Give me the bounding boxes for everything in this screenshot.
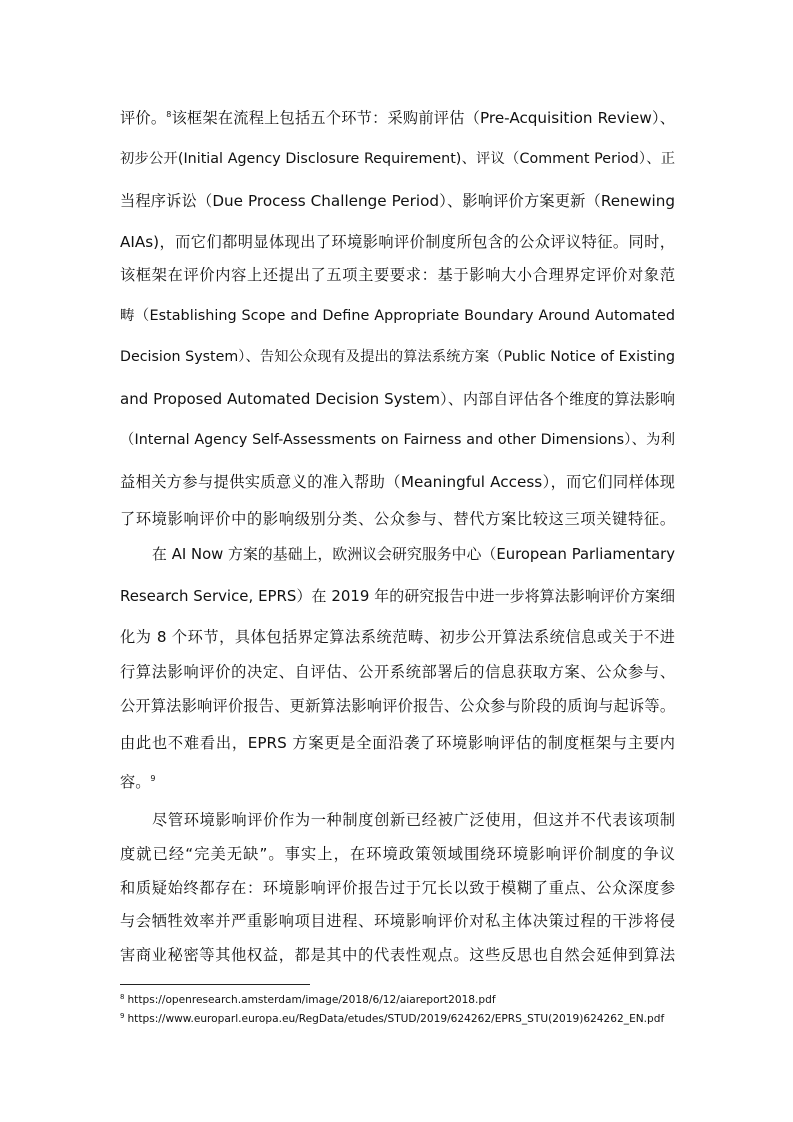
paragraph-1-line-9: （Internal Agency Self-Assessments on Fairness and other Dimensions）、为利: [120, 432, 675, 448]
paragraph-1-line-8: and Proposed Automated Decision System）、内部自评估各个维度的算法影响: [120, 390, 675, 408]
text-span: 该框架在流程上包括五个环节：采购前评估（Pre-Acquisition Review）、: [171, 109, 675, 127]
text-span: 评价。: [120, 109, 167, 127]
paragraph-2-line-2: Research Service, EPRS）在 2019 年的研究报告中进一步将算法影响评价方案细: [120, 587, 675, 605]
footnote-8: [120, 992, 496, 1008]
paragraph-2-line-1: 在 AI Now 方案的基础上，欧洲议会研究服务中心（European Parliamentary: [152, 546, 675, 563]
footnote-link[interactable]: https://www.europarl.europa.eu/RegData/etudes/STUD/2019/624262/EPRS_STU(2019)624262_EN.pdf: [127, 1013, 665, 1025]
footnote-link[interactable]: https://openresearch.amsterdam/image/2018/6/12/aiareport2018.pdf: [127, 994, 496, 1006]
paragraph-1-line-7: Decision System）、告知公众现有及提出的算法系统方案（Public Notice of Existing: [120, 349, 675, 365]
paragraph-1-line-4: AIAs)，而它们都明显体现出了环境影响评价制度所包含的公众评议特征。同时，: [120, 233, 675, 251]
paragraph-1-line-11: 了环境影响评价中的影响级别分类、公众参与、替代方案比较这三项关键特征。: [120, 510, 675, 528]
footnote-ref-8[interactable]: 8: [166, 110, 172, 119]
paragraph-1-line-3: 当程序诉讼（Due Process Challenge Period）、影响评价方案更新（Renewing: [120, 192, 675, 210]
paragraph-3-line-5: 害商业秘密等其他权益，都是其中的代表性观点。这些反思也自然会延伸到算法: [120, 946, 675, 964]
paragraph-3-line-1: 尽管环境影响评价作为一种制度创新已经被广泛使用，但这并不代表该项制: [152, 811, 675, 829]
footnote-ref-9[interactable]: 9: [150, 774, 156, 783]
footnote-9: [120, 1011, 664, 1027]
footnote-number: 9: [120, 1012, 125, 1020]
paragraph-2-line-6: 由此也不难看出，EPRS 方案更是全面沿袭了环境影响评估的制度框架与主要内: [120, 734, 675, 752]
footnote-separator: [120, 984, 310, 985]
paragraph-2-line-7: [120, 770, 675, 794]
text-span: 容。: [120, 773, 151, 791]
paragraph-2-line-5: 公开算法影响评价报告、更新算法影响评价报告、公众参与阶段的质询与起诉等。: [120, 697, 675, 715]
paragraph-1-line-1: [120, 106, 675, 130]
paragraph-1-line-6: 畴（Establishing Scope and Define Appropriate Boundary Around Automated: [120, 308, 675, 324]
paragraph-3-line-4: 与会牺牲效率并严重影响项目进程、环境影响评价对私主体决策过程的干涉将侵: [120, 912, 675, 930]
paragraph-3-line-3: 和质疑始终都存在：环境影响评价报告过于冗长以致于模糊了重点、公众深度参: [120, 879, 675, 897]
paragraph-3-line-2: 度就已经“完美无缺”。事实上，在环境政策领域围绕环境影响评价制度的争议: [120, 845, 675, 863]
paragraph-2-line-4: 行算法影响评价的决定、自评估、公开系统部署后的信息获取方案、公众参与、: [120, 663, 675, 681]
paragraph-1-line-2: 初步公开(Initial Agency Disclosure Requirement)、评议（Comment Period）、正: [120, 151, 675, 167]
paragraph-2-line-3: 化为 8 个环节，具体包括界定算法系统范畴、初步公开算法系统信息或关于不进: [120, 628, 675, 646]
footnote-number: 8: [120, 993, 125, 1001]
paragraph-1-line-5: 该框架在评价内容上还提出了五项主要要求：基于影响大小合理界定评价对象范: [120, 266, 675, 284]
paragraph-1-line-10: 益相关方参与提供实质意义的准入帮助（Meaningful Access），而它们同样体现: [120, 473, 675, 491]
